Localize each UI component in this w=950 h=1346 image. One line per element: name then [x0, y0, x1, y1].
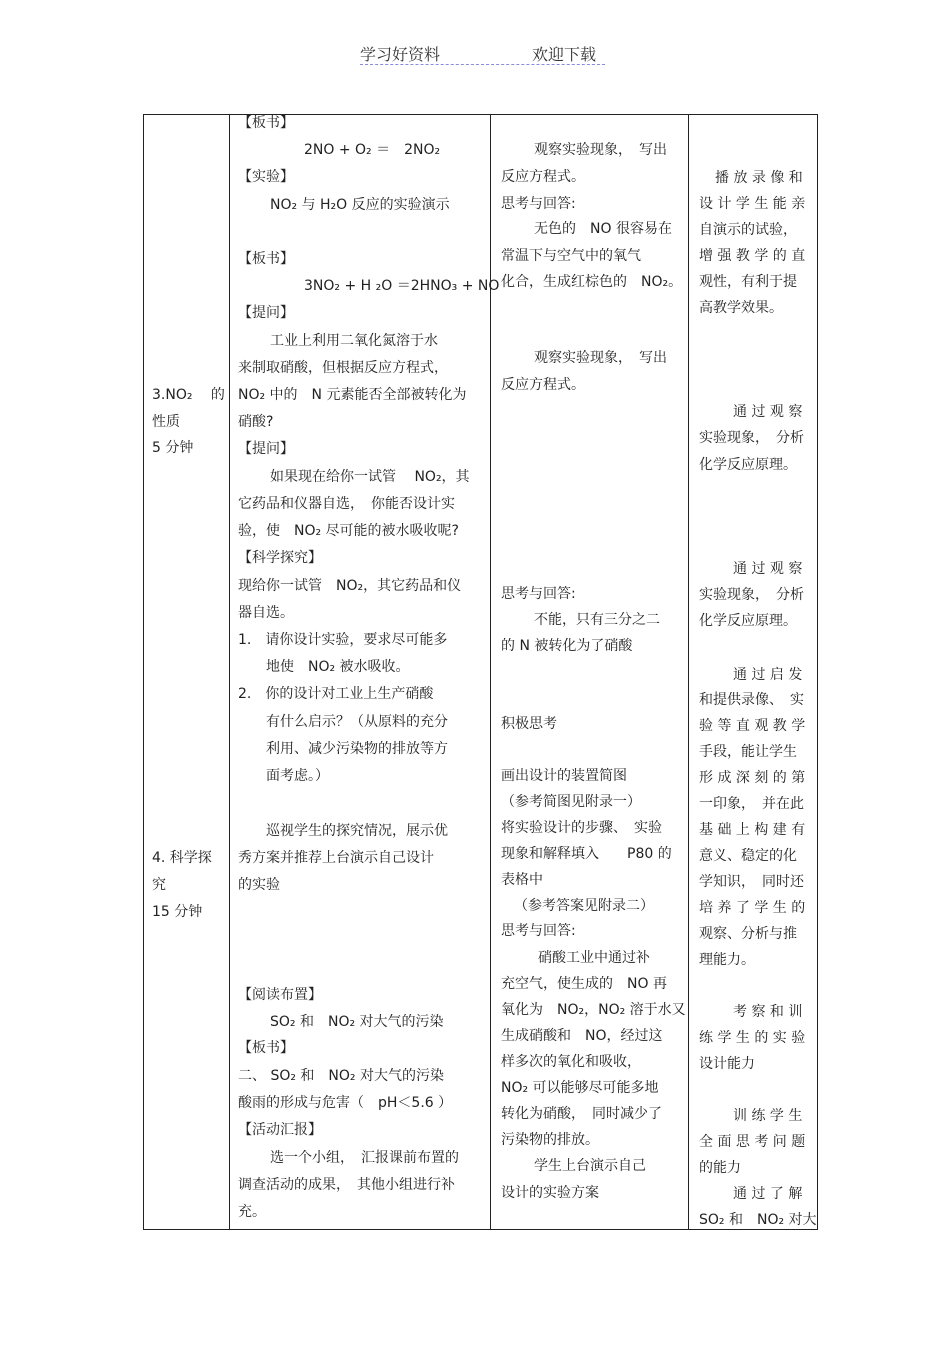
- student-line: 学生上台演示自己: [534, 1158, 646, 1174]
- teacher-line: SO₂ 和 NO₂ 对大气的污染: [270, 1014, 444, 1030]
- student-line: 充空气，使生成的 NO 再: [501, 976, 667, 992]
- intent-line: 设 计 学 生 能 亲: [699, 196, 806, 212]
- teacher-line: 硝酸?: [238, 414, 274, 430]
- teacher-line: 【板书】: [238, 251, 294, 267]
- student-line: 化合，生成红棕色的 NO₂。: [501, 274, 683, 290]
- header-left-text: 学习好资料: [360, 45, 441, 64]
- student-line: 反应方程式。: [501, 377, 585, 393]
- intent-line: 设计能力: [699, 1056, 755, 1072]
- student-line: 思考与回答:: [501, 196, 576, 212]
- intent-line: 的能力: [699, 1160, 741, 1176]
- intent-line: SO₂ 和 NO₂ 对大: [699, 1212, 817, 1228]
- student-line: 常温下与空气中的氧气: [501, 248, 641, 264]
- teacher-line: 充。: [238, 1204, 266, 1220]
- teacher-line: 有什么启示？（从原料的充分: [266, 714, 448, 730]
- student-line: 积极思考: [501, 716, 557, 732]
- teacher-line: 【板书】: [238, 115, 294, 131]
- intent-line: 基 础 上 构 建 有: [699, 822, 806, 838]
- intent-line: 增 强 教 学 的 直: [699, 248, 806, 264]
- intent-line: 通 过 启 发: [733, 667, 803, 683]
- student-line: 反应方程式。: [501, 169, 585, 185]
- teacher-line: 验，使 NO₂ 尽可能的被水吸收呢?: [238, 523, 459, 539]
- student-line: （参考简图见附录一）: [501, 794, 641, 810]
- student-line: 硝酸工业中通过补: [538, 950, 650, 966]
- teacher-line: 【提问】: [238, 305, 294, 321]
- topic4-line: 4. 科学探: [152, 850, 212, 866]
- teacher-line: 2NO + O₂ ＝ 2NO₂: [304, 142, 441, 158]
- intent-line: 培 养 了 学 生 的: [699, 900, 806, 916]
- header-right-text: 欢迎下载: [532, 45, 597, 64]
- student-line: 表格中: [501, 872, 543, 888]
- student-line: 设计的实验方案: [501, 1185, 599, 1201]
- student-line: 画出设计的装置简图: [501, 768, 627, 784]
- topic3-line: 性质: [152, 414, 180, 430]
- intent-line: 实验现象， 分析: [699, 587, 804, 603]
- column-divider: [688, 115, 689, 1229]
- teacher-line: 工业上利用二氧化氮溶于水: [270, 333, 438, 349]
- student-line: 现象和解释填入 P80 的: [501, 846, 672, 862]
- intent-line: 实验现象， 分析: [699, 430, 804, 446]
- lesson-plan-table: [143, 114, 818, 1230]
- intent-line: 观性，有利于提: [699, 274, 797, 290]
- teacher-line: 地使 NO₂ 被水吸收。: [266, 659, 410, 675]
- intent-line: 观察、分析与推: [699, 926, 797, 942]
- intent-line: 意义、稳定的化: [699, 848, 797, 864]
- teacher-line: 现给你一试管 NO₂，其它药品和仪: [238, 578, 462, 594]
- student-line: 氧化为 NO₂，NO₂ 溶于水又: [501, 1002, 686, 1018]
- topic4-line: 究: [152, 877, 166, 893]
- intent-line: 化学反应原理。: [699, 457, 797, 473]
- intent-line: 全 面 思 考 问 题: [699, 1134, 806, 1150]
- teacher-line: 如果现在给你一试管 NO₂，其: [270, 469, 470, 485]
- teacher-line: 3NO₂ + H ₂O ＝2HNO₃ + NO: [304, 278, 500, 294]
- student-line: 无色的 NO 很容易在: [534, 221, 672, 237]
- intent-line: 练 学 生 的 实 验: [699, 1030, 806, 1046]
- teacher-line: 【活动汇报】: [238, 1122, 322, 1138]
- topic4-line: 15 分钟: [152, 904, 203, 920]
- teacher-line: 器自选。: [238, 605, 294, 621]
- intent-line: 自演示的试验，: [699, 222, 797, 238]
- intent-line: 形 成 深 刻 的 第: [699, 770, 806, 786]
- intent-line: 和提供录像、 实: [699, 692, 804, 708]
- intent-line: 高教学效果。: [699, 300, 783, 316]
- student-line: 的 N 被转化为了硝酸: [501, 638, 633, 654]
- teacher-line: 2. 你的设计对工业上生产硝酸: [238, 686, 434, 702]
- student-line: 将实验设计的步骤、 实验: [501, 820, 662, 836]
- teacher-line: 秀方案并推荐上台演示自己设计: [238, 850, 434, 866]
- topic3-line: 3.NO₂ 的: [152, 387, 225, 403]
- teacher-line: 【板书】: [238, 1040, 294, 1056]
- intent-line: 通 过 了 解: [733, 1186, 803, 1202]
- intent-line: 理能力。: [699, 952, 755, 968]
- intent-line: 化学反应原理。: [699, 613, 797, 629]
- intent-line: 通 过 观 察: [733, 561, 803, 577]
- teacher-line: 的实验: [238, 877, 280, 893]
- intent-line: 一印象， 并在此: [699, 796, 804, 812]
- intent-line: 学知识， 同时还: [699, 874, 804, 890]
- topic3-line: 5 分钟: [152, 440, 194, 456]
- teacher-line: 【科学探究】: [238, 550, 322, 566]
- student-line: NO₂ 可以能够尽可能多地: [501, 1080, 659, 1096]
- intent-line: 训 练 学 生: [733, 1108, 803, 1124]
- student-line: 观察实验现象， 写出: [534, 350, 667, 366]
- teacher-line: 【实验】: [238, 169, 294, 185]
- teacher-line: NO₂ 中的 N 元素能否全部被转化为: [238, 387, 467, 403]
- intent-line: 考 察 和 训: [733, 1004, 803, 1020]
- intent-line: 手段，能让学生: [699, 744, 797, 760]
- student-line: 生成硝酸和 NO，经过这: [501, 1028, 663, 1044]
- teacher-line: 它药品和仪器自选， 你能否设计实: [238, 496, 455, 512]
- teacher-line: 酸雨的形成与危害（ pH＜5.6 ）: [238, 1095, 453, 1111]
- student-line: 不能，只有三分之二: [534, 612, 660, 628]
- teacher-line: 来制取硝酸，但根据反应方程式，: [238, 360, 448, 376]
- intent-line: 验 等 直 观 教 学: [699, 718, 806, 734]
- teacher-line: 巡视学生的探究情况，展示优: [266, 823, 448, 839]
- teacher-line: 利用、减少污染物的排放等方: [266, 741, 448, 757]
- student-line: 思考与回答:: [501, 923, 576, 939]
- student-line: 观察实验现象， 写出: [534, 142, 667, 158]
- student-line: 样多次的氧化和吸收，: [501, 1054, 641, 1070]
- teacher-line: NO₂ 与 H₂O 反应的实验演示: [270, 197, 450, 213]
- teacher-line: 1. 请你设计实验，要求尽可能多: [238, 632, 448, 648]
- student-line: 污染物的排放。: [501, 1132, 599, 1148]
- page-header: [360, 40, 605, 65]
- intent-line: 播 放 录 像 和: [715, 170, 803, 186]
- student-line: 转化为硝酸， 同时减少了: [501, 1106, 662, 1122]
- teacher-line: 调查活动的成果， 其他小组进行补: [238, 1177, 455, 1193]
- teacher-line: 【阅读布置】: [238, 987, 322, 1003]
- student-line: （参考答案见附录二）: [514, 898, 654, 914]
- column-divider: [229, 115, 230, 1229]
- teacher-line: 【提问】: [238, 441, 294, 457]
- teacher-line: 二、 SO₂ 和 NO₂ 对大气的污染: [238, 1068, 444, 1084]
- teacher-line: 选一个小组， 汇报课前布置的: [270, 1150, 459, 1166]
- intent-line: 通 过 观 察: [733, 404, 803, 420]
- teacher-line: 面考虑。）: [266, 768, 329, 784]
- student-line: 思考与回答:: [501, 586, 576, 602]
